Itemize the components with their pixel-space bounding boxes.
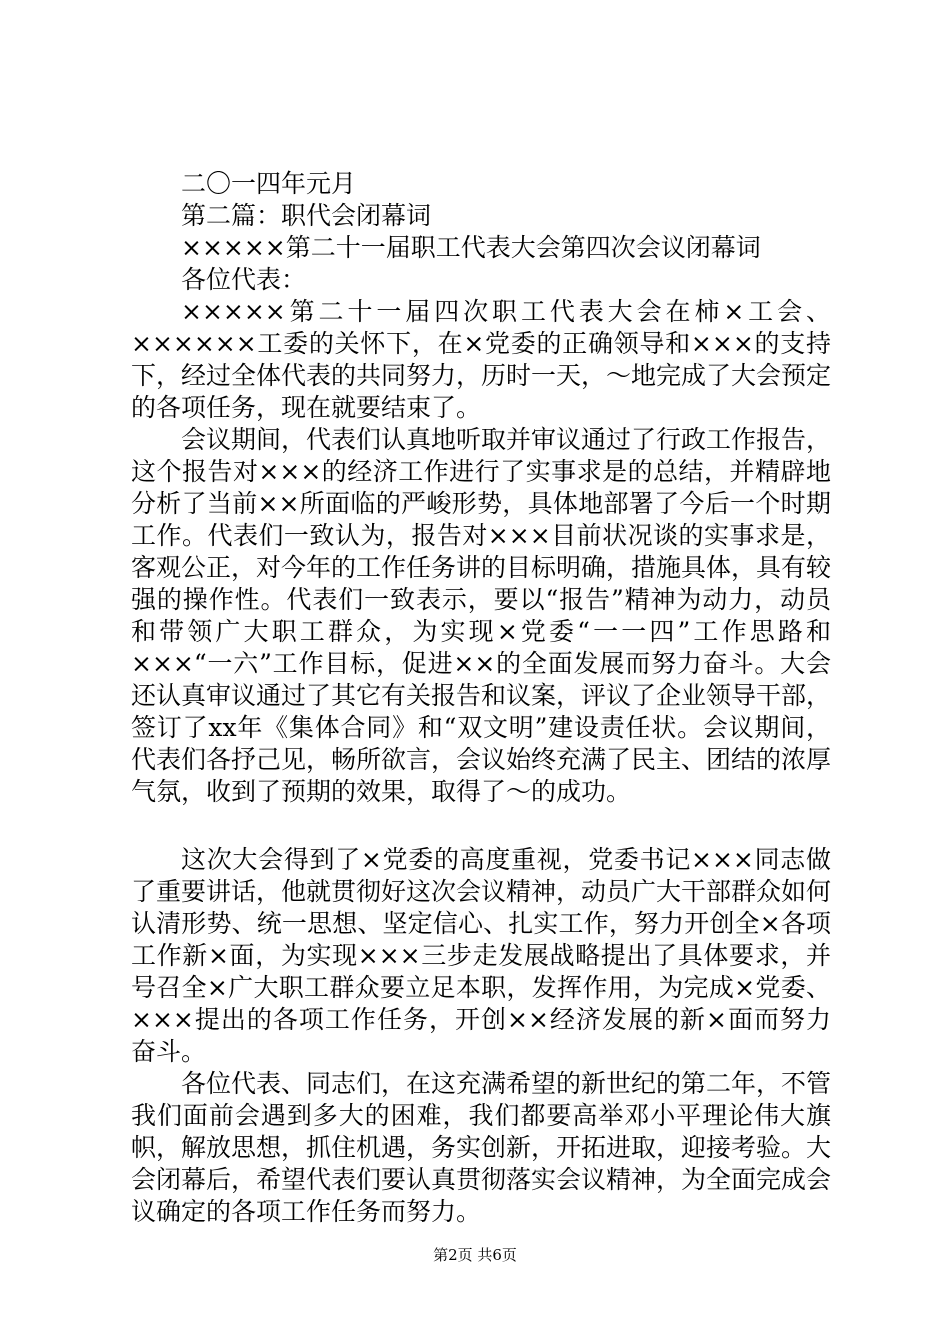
page-footer <box>0 1245 950 1265</box>
salutation: 各位代表： <box>181 265 307 294</box>
page-number: 第2页 <box>433 1246 473 1264</box>
paragraph-1: ×××××第二十一届四次职工代表大会在柿×工会、××××××工委的关怀下，在×党委的正确领导和×××的支持下，经过全体代表的共同努力，历时一天，～地完成了大会预定的各项任务，现在就要结束了。 <box>131 297 832 422</box>
paragraph-spacer <box>131 808 831 844</box>
date-line: 二〇一四年元月 <box>181 169 357 198</box>
paragraph-4: 各位代表、同志们，在这充满希望的新世纪的第二年，不管我们面前会遇到多大的困难，我们都要高举邓小平理论伟大旗帜，解放思想，抓住机遇，务实创新，开拓进取，迎接考验。大会闭幕后，希望代表们要认真贯彻落实会议精神，为全面完成会议确定的各项工作任务而努力。 <box>131 1069 832 1226</box>
speech-title: ×××××第二十一届职工代表大会第四次会议闭幕词 <box>181 233 761 262</box>
document-body <box>131 168 831 1228</box>
chapter-title: 第二篇：职代会闭幕词 <box>181 201 432 230</box>
page-total: 共6页 <box>477 1246 517 1264</box>
paragraph-2: 会议期间，代表们认真地听取并审议通过了行政工作报告，这个报告对×××的经济工作进行了实事求是的总结，并精辟地分析了当前××所面临的严峻形势，具体地部署了今后一个时期工作。代表们一致认为，报告对×××目前状况谈的实事求是，客观公正，对今年的工作任务讲的目标明确，措施具体，具有较强的操作性。代表们一致表示，要以“报告”精神为动力，动员和带领广大职工群众，为实现×党委“一一四”工作思路和×××“一六”工作目标，促进××的全面发展而努力奋斗。大会还认真审议通过了其它有关报告和议案，评议了企业领导干部，签订了xx年《集体合同》和“双文明”建设责任状。会议期间，代表们各抒己见，畅所欲言，会议始终充满了民主、团结的浓厚气氛，收到了预期的效果，取得了～的成功。 <box>131 425 832 806</box>
paragraph-3: 这次大会得到了×党委的高度重视，党委书记×××同志做了重要讲话，他就贯彻好这次会议精神，动员广大干部群众如何认清形势、统一思想、坚定信心、扎实工作，努力开创全×各项工作新×面，为实现×××三步走发展战略提出了具体要求，并号召全×广大职工群众要立足本职，发挥作用，为完成×党委、×××提出的各项工作任务，开创××经济发展的新×面而努力奋斗。 <box>131 845 832 1066</box>
